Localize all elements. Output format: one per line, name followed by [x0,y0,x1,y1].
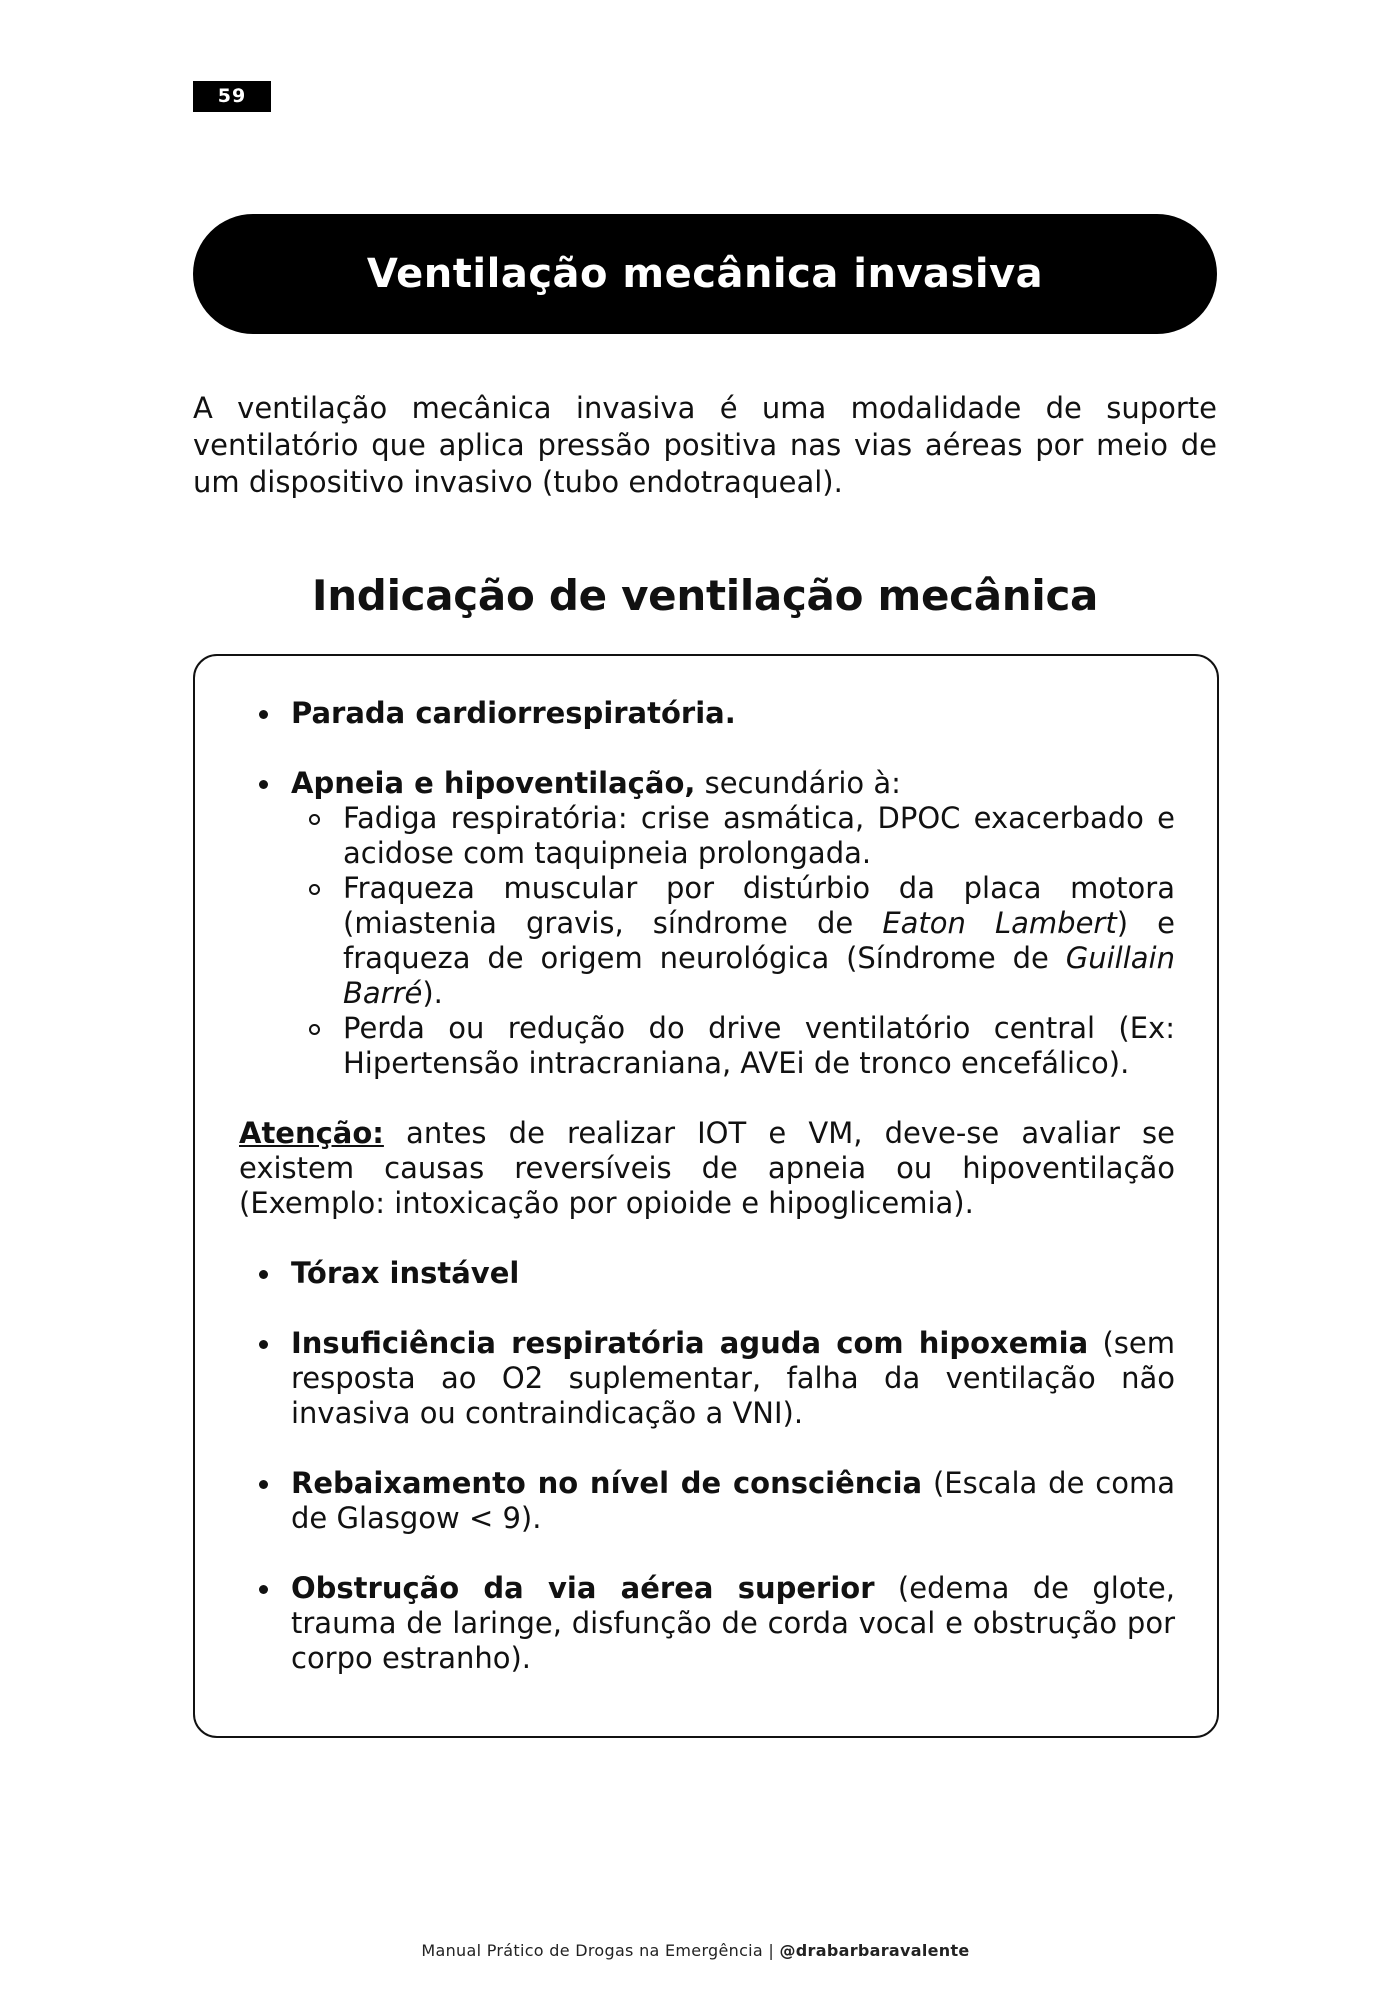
list-item [239,1256,1175,1291]
indications-box [193,654,1219,1738]
item-text: (Escala de coma de Glasgow < 9). [291,1466,1175,1535]
indications-content [239,696,1175,1676]
item-text: (sem resposta ao O2 suplementar, falha da ventilação não invasiva ou contraindicação a VNI). [291,1326,1176,1430]
item-bold: Obstrução da via aérea superior [291,1571,875,1605]
indications-list [239,696,1175,1081]
attention-text: antes de realizar IOT e VM, deve-se avaliar se existem causas reversíveis de apneia ou hipoventilação (Exemplo: intoxicação por opioide e hipoglicemia). [239,1116,1175,1220]
sub-item-text: Fadiga respiratória: crise asmática, DPOC exacerbado e acidose com taquipneia prolongada. [343,801,1175,870]
item-bold: Parada cardiorrespiratória. [291,696,736,730]
attention-note [239,1116,1175,1221]
page-number: 59 [193,81,271,112]
sub-item-italic: Guillain Barré [343,941,1175,1010]
list-item [239,1571,1175,1676]
item-bold: Apneia e hipoventilação, [291,766,696,800]
sub-item-text: Perda ou redução do drive ventilatório central (Ex: Hipertensão intracraniana, AVEi de tronco encefálico). [343,1011,1175,1080]
section-title: Indicação de ventilação mecânica [311,571,1099,620]
item-bold: Tórax instável [291,1256,520,1290]
item-bold: Rebaixamento no nível de consciência [291,1466,923,1500]
list-item [239,1326,1175,1431]
sub-item-text: Fraqueza muscular por distúrbio da placa motora (miastenia gravis, síndrome de [343,871,1175,940]
item-text: secundário à: [695,766,901,800]
list-item [239,696,1175,731]
page-footer [0,1941,1391,1960]
page-title-text: Ventilação mecânica invasiva [366,251,1044,297]
sub-item-text: ) e fraqueza de origem neurológica (Síndrome de [343,906,1175,975]
sub-list-item [291,871,1175,1011]
footer-text: Manual Prático de Drogas na Emergência | [421,1941,780,1960]
sub-item-text: ). [422,976,443,1010]
page-title [193,214,1217,334]
list-item [239,766,1175,1081]
intro-paragraph: A ventilação mecânica invasiva é uma modalidade de suporte ventilatório que aplica pressão positiva nas vias aéreas por meio de um dispositivo invasivo (tubo endotraqueal). [193,391,1217,499]
attention-label: Atenção: [239,1116,384,1150]
item-bold: Insuficiência respiratória aguda com hipoxemia [291,1326,1089,1360]
list-item [239,1466,1175,1536]
footer-handle: @drabarbaravalente [779,1941,970,1960]
sub-list [291,801,1175,1081]
indications-list-2 [239,1256,1175,1676]
item-text: (edema de glote, trauma de laringe, disfunção de corda vocal e obstrução por corpo estranho). [291,1571,1175,1675]
sub-list-item [291,1011,1175,1081]
sub-item-italic: Eaton Lambert [882,906,1117,940]
sub-list-item [291,801,1175,871]
